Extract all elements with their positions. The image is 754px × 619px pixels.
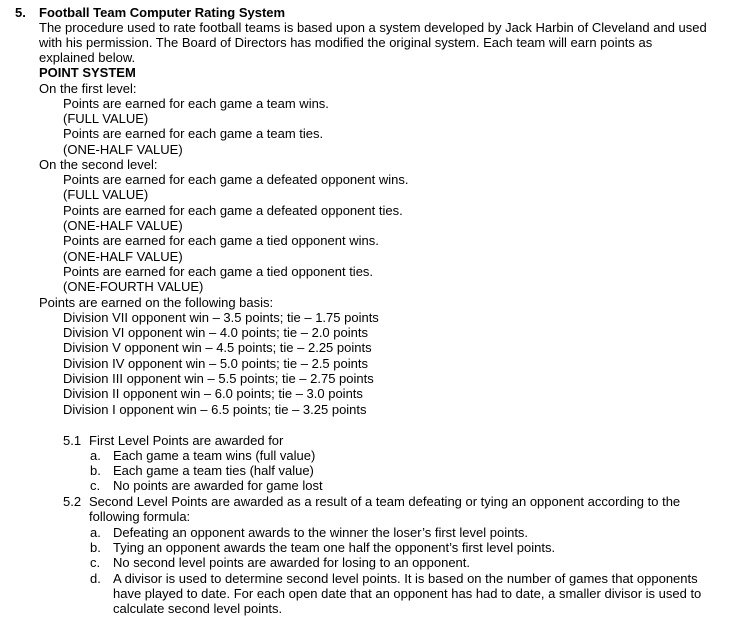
list-item: Defeating an opponent awards to the winner the loser’s first level points.: [113, 525, 529, 540]
intro-line: with his permission. The Board of Directors has modified the original system. Each team will earn points as: [39, 35, 653, 50]
list-item: A divisor is used to determine second level points. It is based on the number of games that opponents: [113, 571, 698, 586]
list-letter: d.: [90, 571, 101, 586]
list-letter: c.: [90, 555, 101, 570]
second-level-label: On the second level:: [39, 157, 158, 172]
list-letter: b.: [90, 540, 101, 555]
list-item: have played to date. For each open date that an opponent has had to date, a smaller divisor is used to: [113, 586, 702, 601]
second-level-item: Points are earned for each game a defeated opponent ties.: [63, 203, 403, 218]
second-level-item: (ONE-HALF VALUE): [63, 249, 183, 264]
section-title: Football Team Computer Rating System: [39, 5, 286, 20]
second-level-item: (ONE-FOURTH VALUE): [63, 279, 204, 294]
division-line: Division VI opponent win – 4.0 points; tie – 2.0 points: [63, 325, 368, 340]
list-item: Tying an opponent awards the team one half the opponent’s first level points.: [113, 540, 556, 555]
division-line: Division VII opponent win – 3.5 points; tie – 1.75 points: [63, 310, 379, 325]
subsection-text: Second Level Points are awarded as a result of a team defeating or tying an opponent according to the: [89, 494, 681, 509]
division-line: Division III opponent win – 5.5 points; tie – 2.75 points: [63, 371, 374, 386]
subsection-number: 5.1: [63, 433, 82, 448]
subsection-text: following formula:: [89, 509, 191, 524]
first-level-item: Points are earned for each game a team wins.: [63, 96, 329, 111]
division-line: Division II opponent win – 6.0 points; tie – 3.0 points: [63, 386, 363, 401]
intro-line: The procedure used to rate football teams is based upon a system developed by Jack Harbin of Cleveland and used: [39, 20, 707, 35]
list-item: No second level points are awarded for losing to an opponent.: [113, 555, 471, 570]
division-line: Division I opponent win – 6.5 points; tie – 3.25 points: [63, 402, 367, 417]
list-letter: c.: [90, 478, 101, 493]
second-level-item: Points are earned for each game a defeated opponent wins.: [63, 172, 409, 187]
division-line: Division V opponent win – 4.5 points; tie – 2.25 points: [63, 340, 372, 355]
second-level-item: (FULL VALUE): [63, 187, 149, 202]
list-item: Each game a team wins (full value): [113, 448, 316, 463]
intro-line: explained below.: [39, 50, 136, 65]
list-letter: a.: [90, 525, 101, 540]
first-level-label: On the first level:: [39, 81, 137, 96]
second-level-item: Points are earned for each game a tied opponent ties.: [63, 264, 374, 279]
division-line: Division IV opponent win – 5.0 points; tie – 2.5 points: [63, 356, 368, 371]
point-system-heading: POINT SYSTEM: [39, 65, 136, 80]
first-level-item: (FULL VALUE): [63, 111, 149, 126]
subsection-text: First Level Points are awarded for: [89, 433, 284, 448]
second-level-item: (ONE-HALF VALUE): [63, 218, 183, 233]
first-level-item: Points are earned for each game a team ties.: [63, 126, 324, 141]
list-item: Each game a team ties (half value): [113, 463, 314, 478]
first-level-item: (ONE-HALF VALUE): [63, 142, 183, 157]
list-letter: a.: [90, 448, 101, 463]
list-letter: b.: [90, 463, 101, 478]
section-number: 5.: [15, 5, 26, 20]
second-level-item: Points are earned for each game a tied opponent wins.: [63, 233, 379, 248]
list-item: calculate second level points.: [113, 601, 283, 616]
basis-label: Points are earned on the following basis:: [39, 295, 274, 310]
subsection-number: 5.2: [63, 494, 82, 509]
list-item: No points are awarded for game lost: [113, 478, 323, 493]
